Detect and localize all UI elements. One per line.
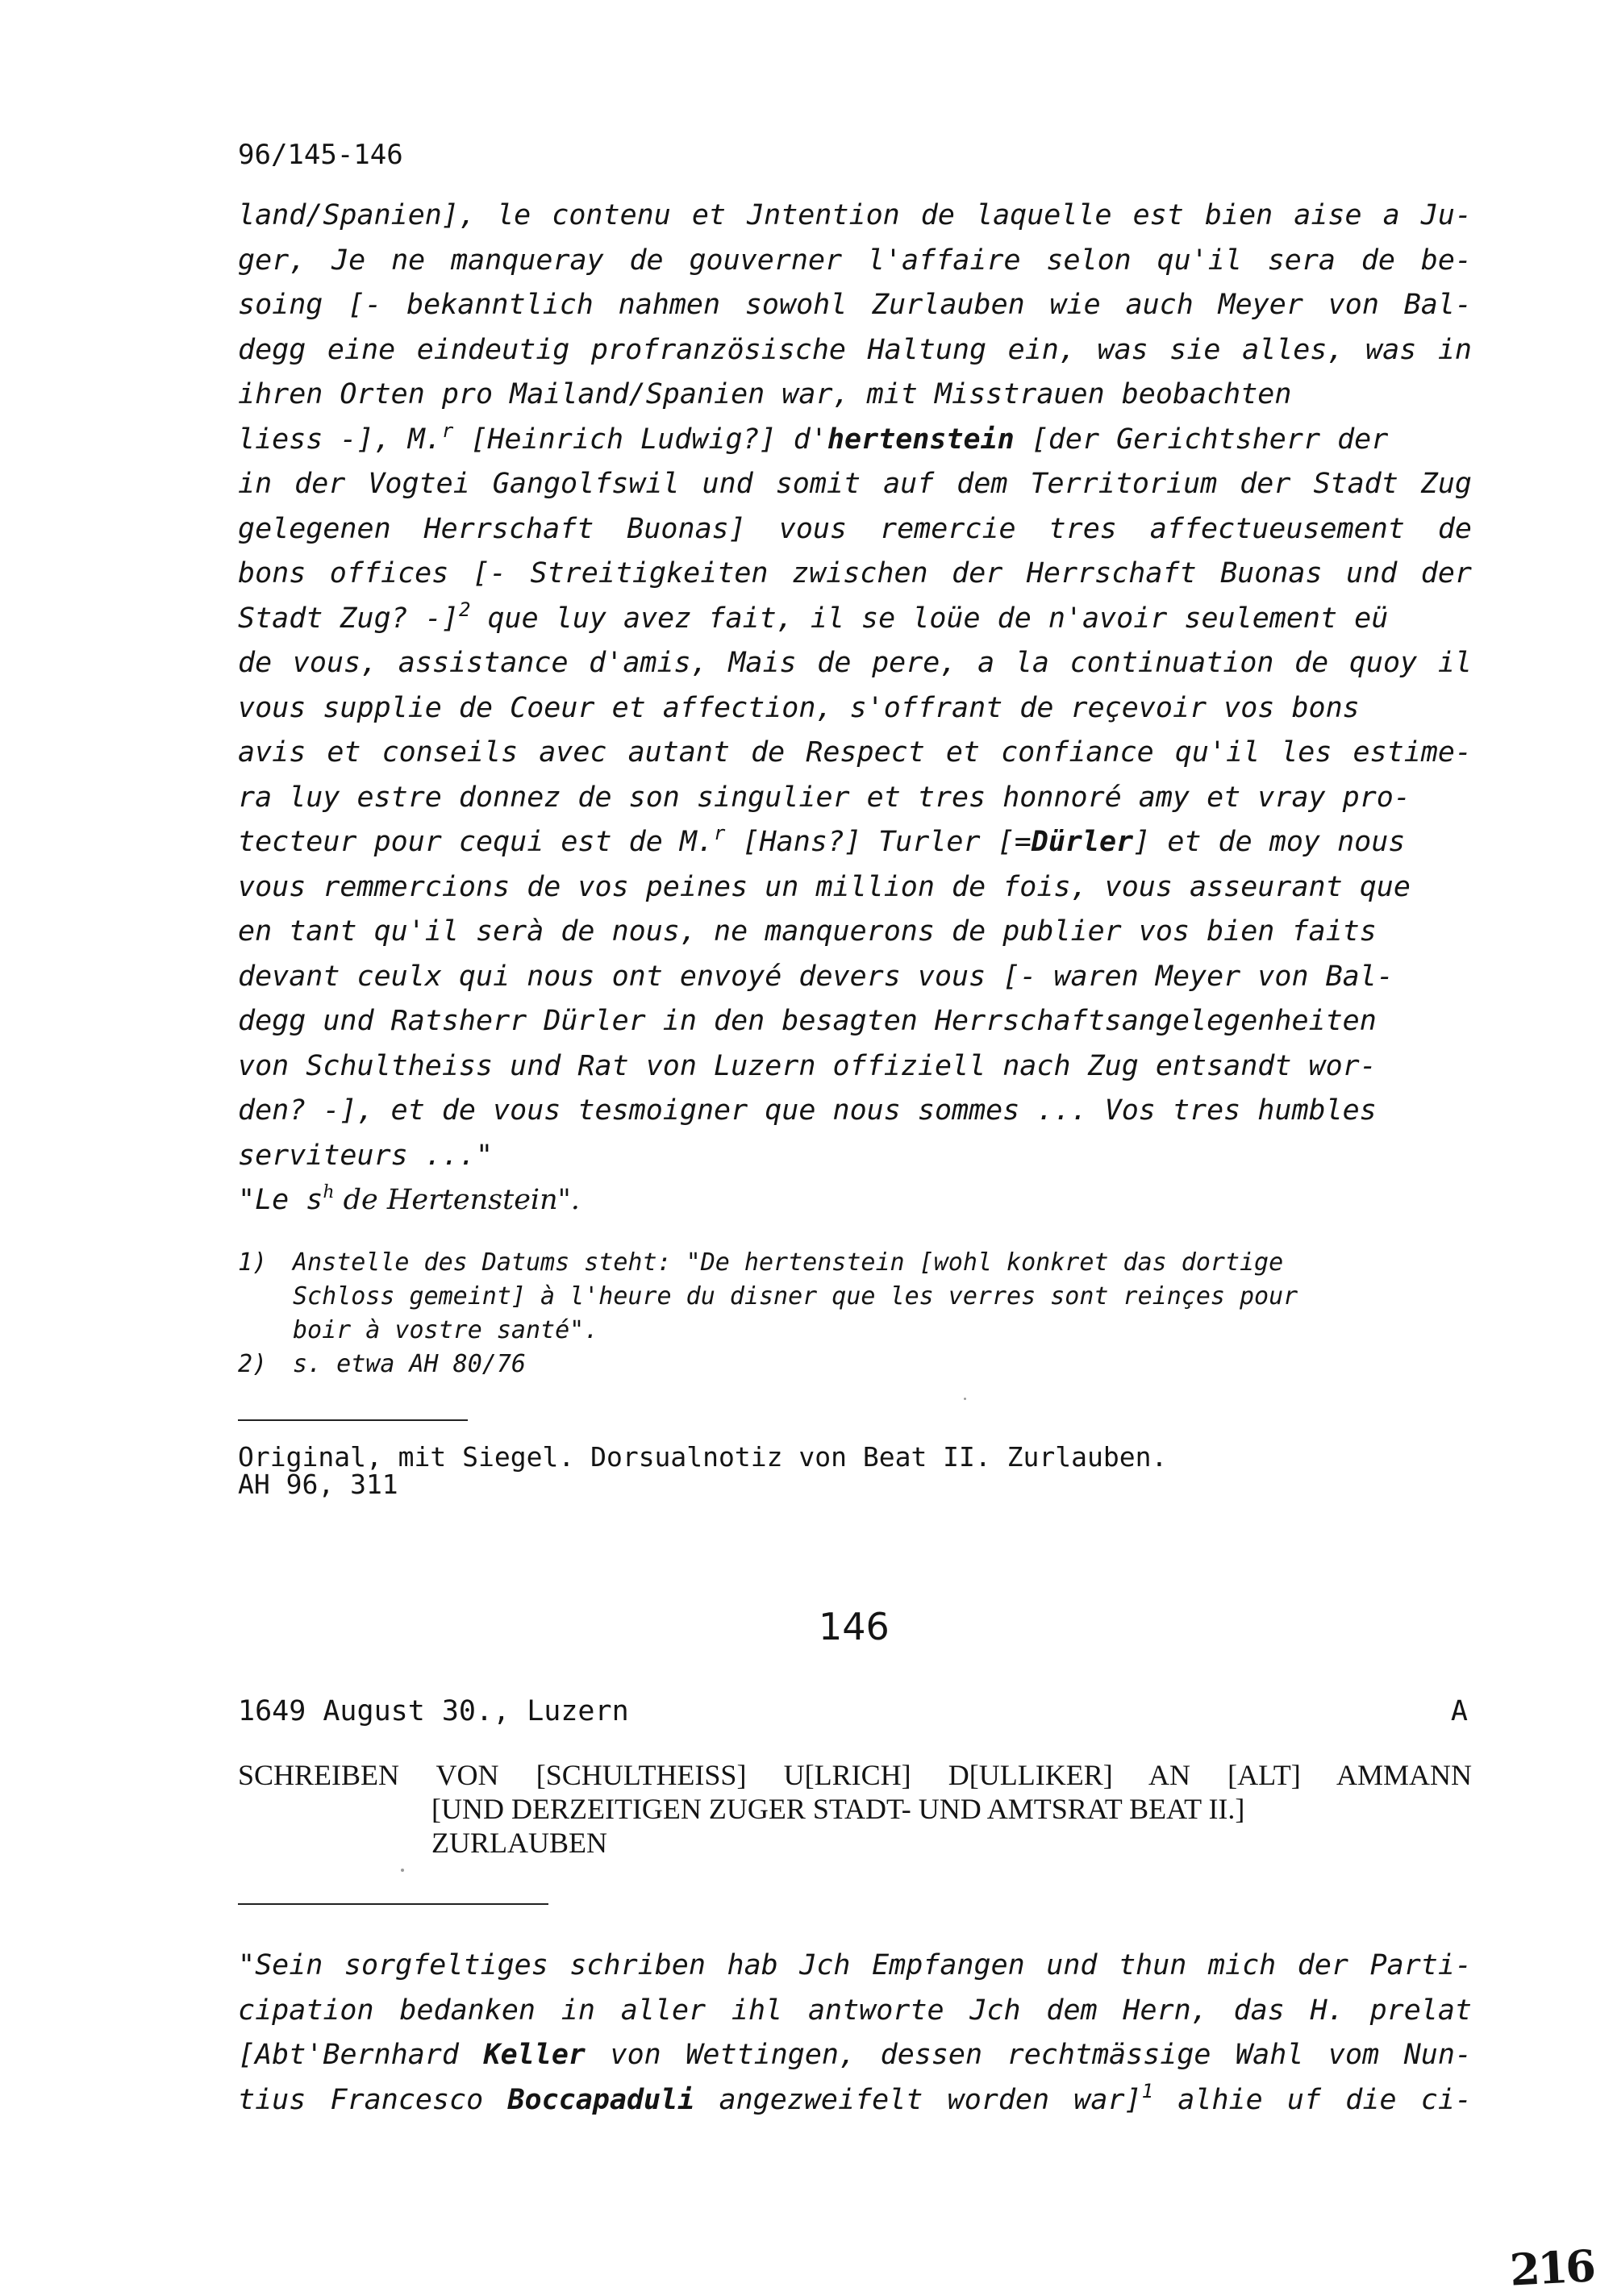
- text-line: en tant qu'il serà de nous, ne manquerons de publier vos bien faits: [238, 915, 1377, 948]
- footnote-line: Schloss gemeint] à l'heure du disner que les verres sont reinçes pour: [293, 1282, 1298, 1311]
- text-line: land/Spanien], le contenu et Jntention de laquelle est bien aise a Ju-: [238, 199, 1472, 231]
- text-line: vous remmercions de vos peines un million de fois, vous asseurant que: [238, 870, 1411, 903]
- text-segment: tius Francesco: [238, 2083, 508, 2116]
- date-place: 1649 August 30., Luzern: [238, 1695, 629, 1727]
- letter-text: [238, 1944, 1472, 2123]
- text-line: bons offices [- Streitigkeiten zwischen der Herrschaft Buonas und der: [238, 557, 1472, 590]
- text-segment: [Hans?] Turler [=: [725, 826, 1032, 858]
- section-divider: [238, 1419, 468, 1421]
- text-line: [238, 2078, 1472, 2123]
- text-segment: Stadt Zug? -]: [238, 602, 459, 635]
- text-line: degg eine eindeutig profranzösische Haltung ein, was sie alles, was in: [238, 333, 1472, 366]
- bold-name: Keller: [483, 2039, 586, 2071]
- superscript: r: [714, 822, 726, 844]
- footnote-number: 2): [238, 1350, 268, 1378]
- text-segment: [Abt: [238, 2039, 306, 2071]
- archive-page-number: 216: [1508, 2240, 1595, 2296]
- source-line: Original, mit Siegel. Dorsualnotiz von Beat II. Zurlauben.: [238, 1441, 1168, 1473]
- scan-speck: [964, 1398, 966, 1400]
- footnote-line: Anstelle des Datums steht: "De hertenstein [wohl konkret das dortige: [293, 1248, 1284, 1277]
- text-line: avis et conseils avec autant de Respect et confiance qu'il les estime-: [238, 736, 1472, 769]
- text-line: den? -], et de vous tesmoigner que nous sommes ... Vos tres humbles: [238, 1094, 1377, 1127]
- footnote-ref: 2: [458, 598, 471, 621]
- archive-reference: AH 96, 311: [238, 1469, 398, 1500]
- text-line: "Sein sorgfeltiges schriben hab Jch Empfangen und thun mich der Parti-: [238, 1949, 1472, 1981]
- text-line: in der Vogtei Gangolfswil und somit auf dem Territorium der Stadt Zug: [238, 468, 1472, 500]
- document-title: [238, 1758, 1472, 1860]
- footnote-line: s. etwa AH 80/76: [293, 1350, 526, 1378]
- text-line: [238, 2033, 1472, 2078]
- text-line: devant ceulx qui nous ont envoyé devers vous [- waren Meyer von Bal-: [238, 960, 1394, 993]
- text-segment: liess -], M.: [238, 423, 442, 456]
- footnote-2: [238, 1348, 1448, 1381]
- text-line: [238, 597, 1472, 642]
- text-segment: "Le s: [238, 1184, 323, 1216]
- title-line: SCHREIBEN VON [SCHULTHEISS] U[LRICH] D[ULLIKER] AN [ALT] AMMANN: [238, 1759, 1472, 1791]
- text-line: [238, 820, 1472, 865]
- handwritten-signature: [238, 1178, 1472, 1223]
- text-segment: [der Gerichtsherr der: [1014, 423, 1389, 456]
- date-place-line: [238, 1695, 1468, 1727]
- section-divider: [238, 1903, 548, 1905]
- text-line: degg und Ratsherr Dürler in den besagten Herrschaftsangelegenheiten: [238, 1005, 1377, 1037]
- text-line: von Schultheiss und Rat von Luzern offiziell nach Zug entsandt wor-: [238, 1049, 1377, 1082]
- footnote-ref: 1: [1141, 2079, 1154, 2102]
- letter-continuation: [238, 194, 1472, 1223]
- text-segment: alhie uf die ci-: [1153, 2083, 1472, 2116]
- page-reference: 96/145-146: [238, 139, 403, 171]
- footnote-number: 1): [238, 1248, 268, 1277]
- text-segment: [Heinrich Ludwig?] d': [453, 423, 827, 456]
- source-note: [238, 1441, 1168, 1500]
- bold-name: Dürler: [1031, 826, 1134, 858]
- footnote-1: [238, 1246, 1448, 1348]
- bold-name: hertenstein: [827, 423, 1015, 456]
- text-line: ger, Je ne manqueray de gouverner l'affaire selon qu'il sera de be-: [238, 244, 1472, 277]
- text-segment: de Hertenstein".: [334, 1184, 580, 1216]
- text-segment: ': [306, 2039, 323, 2071]
- scan-speck: [401, 1869, 404, 1872]
- footnotes: [238, 1246, 1448, 1381]
- text-line: ihren Orten pro Mailand/Spanien war, mit Misstrauen beobachten: [238, 378, 1292, 410]
- text-line: gelegenen Herrschaft Buonas] vous remercie tres affectueusement de: [238, 512, 1472, 545]
- document-number: 146: [819, 1605, 890, 1648]
- text-segment: tecteur pour cequi est de M.: [238, 826, 715, 858]
- text-line: serviteurs ...": [238, 1139, 494, 1172]
- text-line: vous supplie de Coeur et affection, s'offrant de reçevoir vos bons: [238, 691, 1360, 724]
- title-line: ZURLAUBEN: [431, 1827, 607, 1859]
- superscript: r: [441, 419, 454, 442]
- text-line: soing [- bekanntlich nahmen sowohl Zurlauben wie auch Meyer von Bal-: [238, 289, 1472, 321]
- text-line: de vous, assistance d'amis, Mais de pere, a la continuation de quoy il: [238, 647, 1472, 679]
- footnote-line: boir à vostre santé".: [293, 1316, 599, 1344]
- text-line: [238, 418, 1472, 463]
- text-segment: que luy avez fait, il se loüe de n'avoir seulement eü: [470, 602, 1389, 635]
- document-type-marker: A: [1450, 1695, 1468, 1727]
- superscript: h: [323, 1182, 335, 1202]
- text-segment: ] et de moy nous: [1133, 826, 1406, 858]
- text-segment: angezweifelt worden war]: [694, 2083, 1142, 2116]
- text-segment: Bernhard: [323, 2039, 484, 2071]
- text-line: cipation bedanken in aller ihl antworte Jch dem Hern, das H. prelat: [238, 1994, 1472, 2027]
- bold-name: Boccapaduli: [507, 2083, 695, 2116]
- text-line: ra luy estre donnez de son singulier et tres honnoré amy et vray pro-: [238, 781, 1411, 814]
- text-segment: von Wettingen, dessen rechtmässige Wahl vom Nun-: [585, 2039, 1472, 2071]
- title-line: [UND DERZEITIGEN ZUGER STADT- UND AMTSRAT BEAT II.]: [431, 1793, 1245, 1825]
